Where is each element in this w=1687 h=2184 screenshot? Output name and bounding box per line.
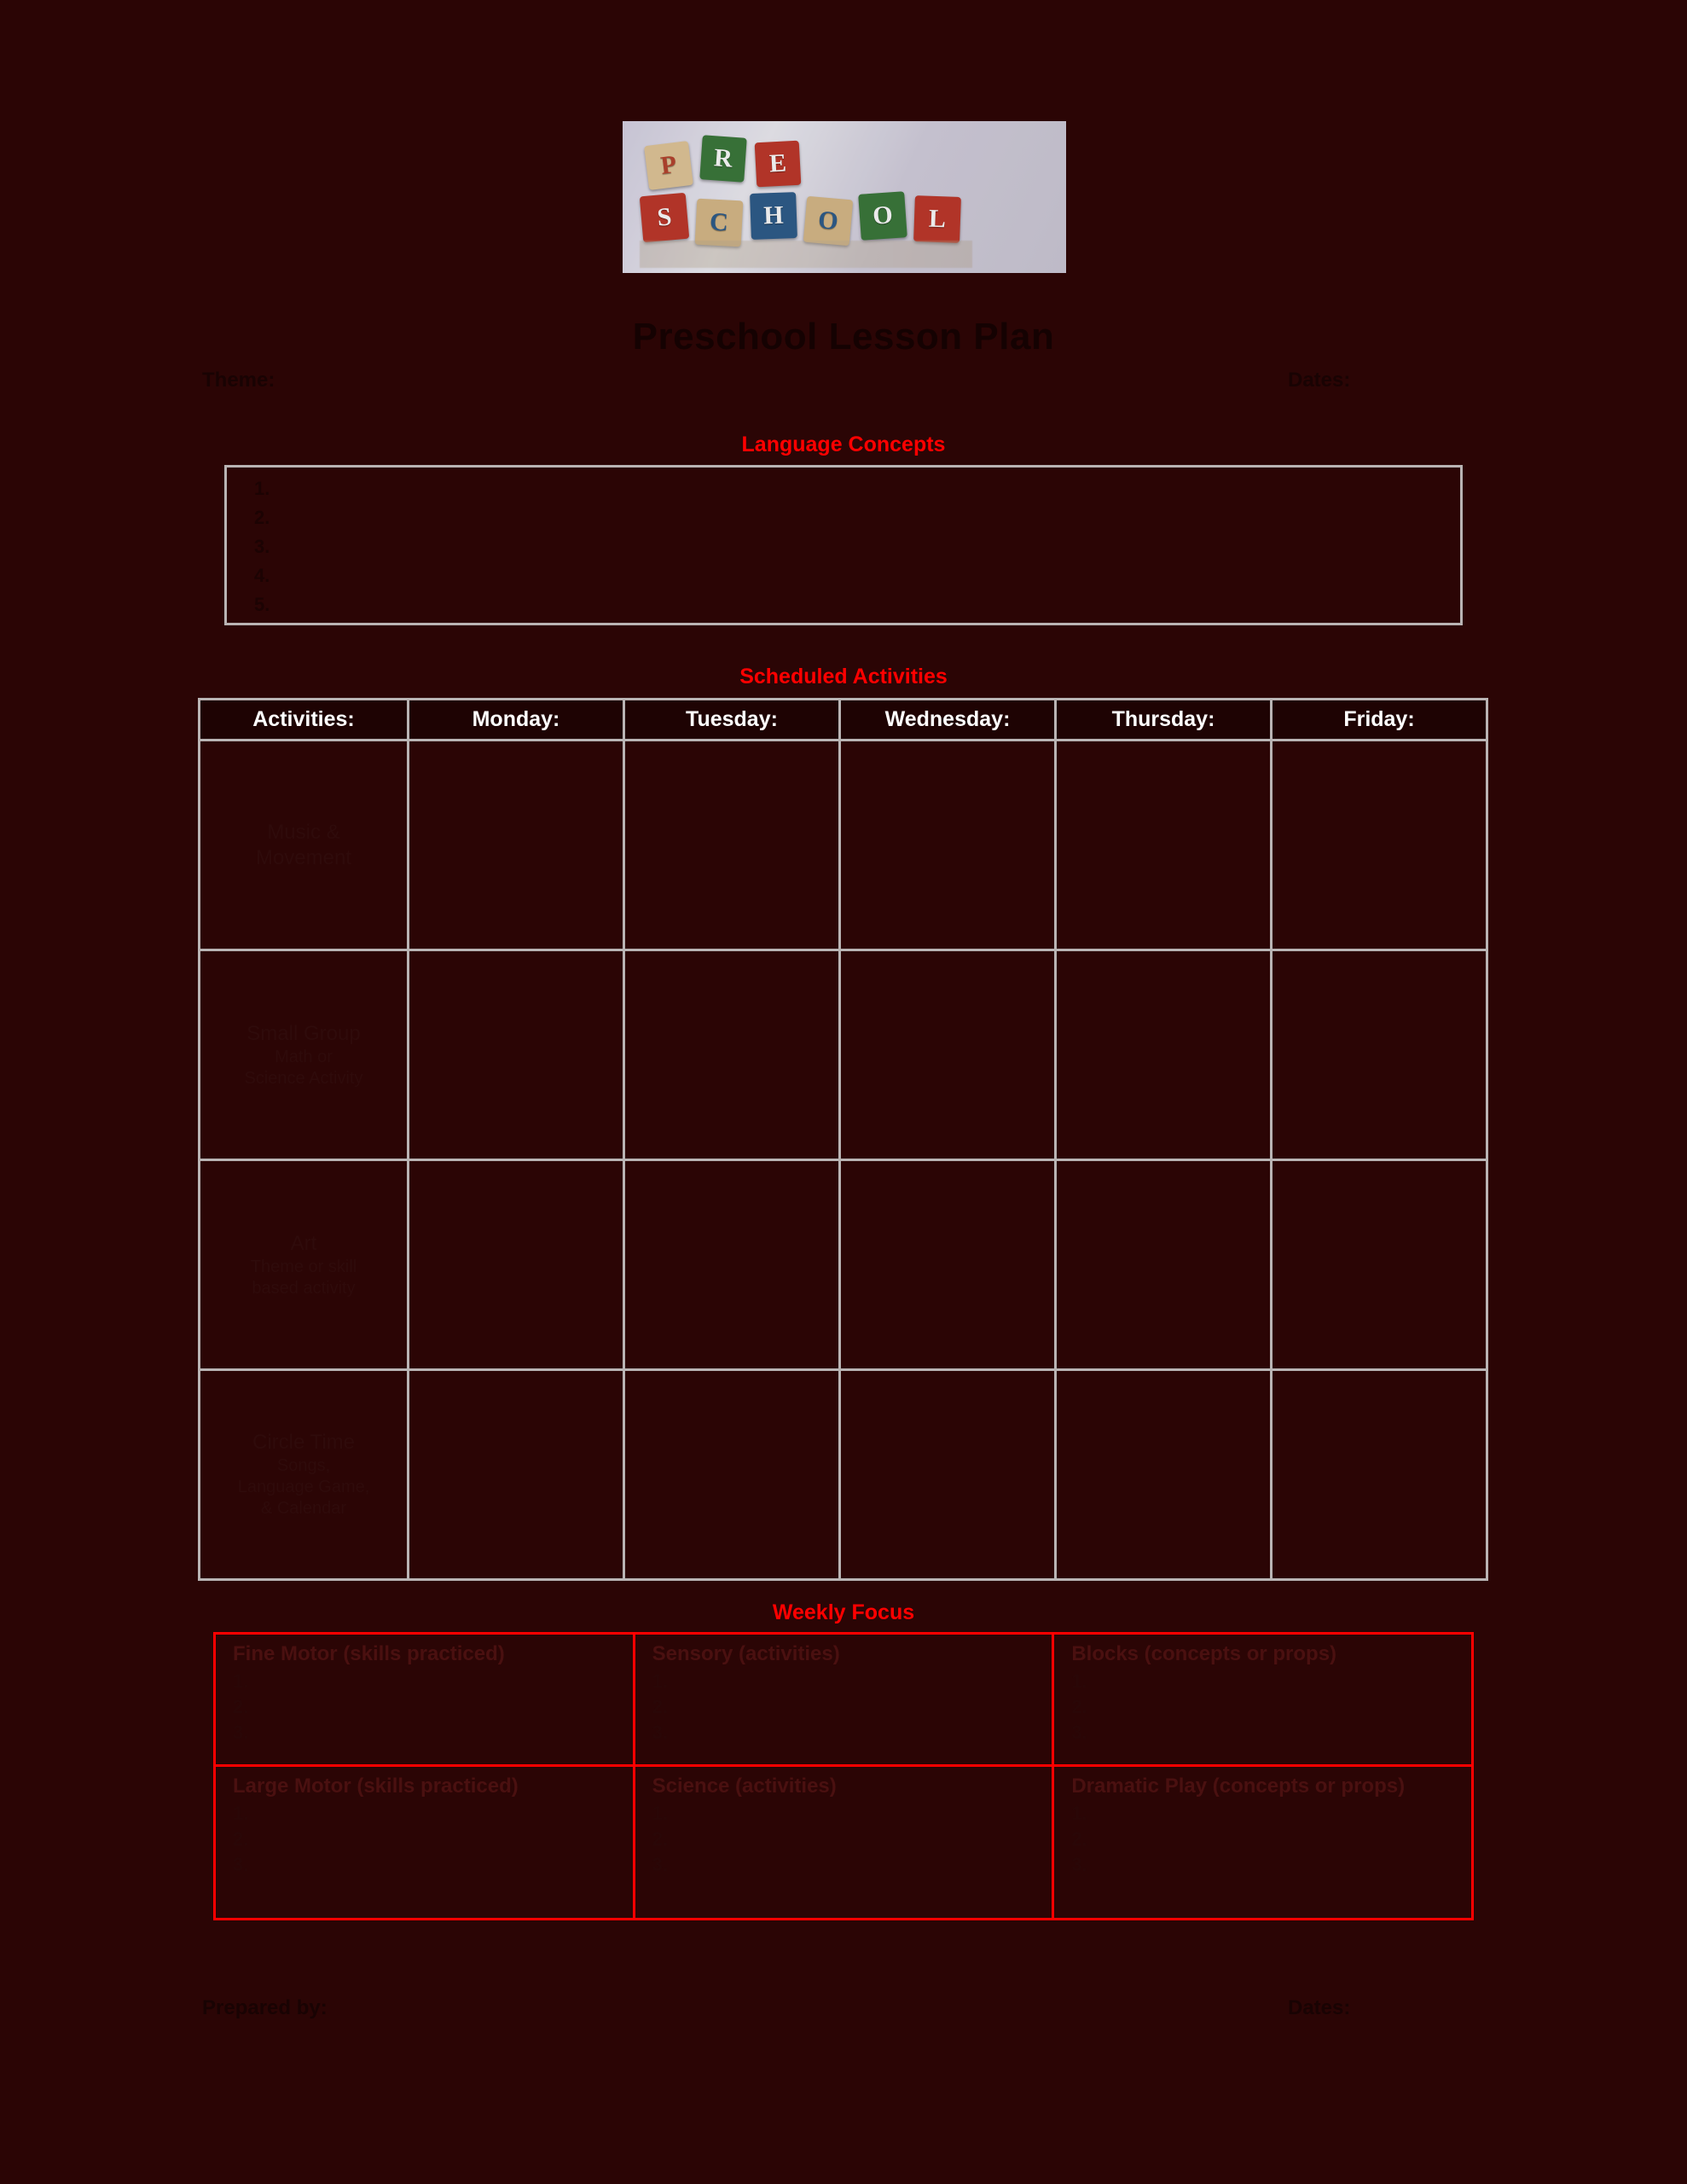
focus-item: 2. bbox=[233, 1828, 249, 1850]
prepared-by-label: Prepared by: bbox=[202, 1996, 328, 2019]
row-label-circle-time bbox=[200, 1370, 409, 1580]
language-concept-item: 1. bbox=[254, 478, 270, 499]
focus-cell-blocks[interactable] bbox=[1053, 1634, 1473, 1766]
cell-smallgroup-wednesday[interactable] bbox=[840, 950, 1056, 1160]
cell-smallgroup-monday[interactable] bbox=[409, 950, 624, 1160]
cell-art-thursday[interactable] bbox=[1056, 1160, 1272, 1370]
cell-circletime-friday[interactable] bbox=[1272, 1370, 1487, 1580]
scheduled-activities-heading: Scheduled Activities bbox=[739, 665, 948, 688]
preschool-blocks-image bbox=[623, 121, 1066, 273]
focus-item: 3. bbox=[233, 1854, 249, 1876]
cell-circletime-wednesday[interactable] bbox=[840, 1370, 1056, 1580]
focus-item: 2. bbox=[233, 1696, 249, 1718]
focus-item: 2. bbox=[1071, 1696, 1087, 1718]
weekly-focus-heading: Weekly Focus bbox=[772, 1600, 915, 1624]
focus-item: 1. bbox=[1071, 1803, 1087, 1825]
focus-item: 2. bbox=[652, 1696, 669, 1718]
language-concept-item: 3. bbox=[254, 536, 270, 557]
focus-item: 3. bbox=[1071, 1722, 1087, 1744]
row-subtitle-line2: Language Game, bbox=[237, 1478, 370, 1496]
weekly-focus-table bbox=[213, 1632, 1474, 1920]
language-concept-item: 4. bbox=[254, 565, 270, 586]
row-subtitle-line3: & Calendar bbox=[260, 1499, 347, 1518]
row-subtitle: Songs, bbox=[276, 1456, 331, 1475]
cell-art-wednesday[interactable] bbox=[840, 1160, 1056, 1370]
table-row bbox=[200, 1370, 1487, 1580]
table-header-row bbox=[200, 700, 1487, 741]
column-header-friday: Friday: bbox=[1272, 700, 1487, 741]
row-label-art bbox=[200, 1160, 409, 1370]
language-concepts-heading: Language Concepts bbox=[741, 433, 946, 456]
dates-label-top: Dates: bbox=[1288, 369, 1351, 392]
column-header-activities: Activities: bbox=[200, 700, 409, 741]
row-subtitle: Math or bbox=[275, 1047, 333, 1066]
focus-cell-science[interactable] bbox=[634, 1766, 1053, 1920]
cell-art-monday[interactable] bbox=[409, 1160, 624, 1370]
cell-circletime-tuesday[interactable] bbox=[624, 1370, 840, 1580]
row-title-line2: Movement bbox=[255, 845, 352, 869]
focus-item: 1. bbox=[652, 1670, 669, 1693]
language-concepts-box[interactable] bbox=[224, 465, 1463, 625]
focus-cell-fine-motor[interactable] bbox=[215, 1634, 635, 1766]
dates-label-bottom: Dates: bbox=[1288, 1996, 1351, 2019]
cell-art-friday[interactable] bbox=[1272, 1160, 1487, 1370]
focus-item: 3. bbox=[652, 1854, 669, 1876]
row-subtitle: Theme or skill bbox=[250, 1257, 357, 1276]
focus-item: 3. bbox=[1071, 1854, 1087, 1876]
table-row bbox=[200, 1160, 1487, 1370]
column-header-thursday: Thursday: bbox=[1056, 700, 1272, 741]
blocks-photo: P R E S C H O O L bbox=[623, 121, 1066, 273]
language-concept-item: 2. bbox=[254, 507, 270, 528]
row-label-small-group bbox=[200, 950, 409, 1160]
focus-item: 1. bbox=[233, 1670, 249, 1693]
focus-item: 2. bbox=[1071, 1828, 1087, 1850]
cell-music-wednesday[interactable] bbox=[840, 741, 1056, 950]
cell-music-monday[interactable] bbox=[409, 741, 624, 950]
row-title: Art bbox=[290, 1231, 317, 1255]
focus-cell-title: Dramatic Play (concepts or props) bbox=[1071, 1774, 1406, 1798]
page-title: Preschool Lesson Plan bbox=[632, 316, 1055, 357]
cell-smallgroup-tuesday[interactable] bbox=[624, 950, 840, 1160]
column-header-monday: Monday: bbox=[409, 700, 624, 741]
focus-item: 1. bbox=[1071, 1670, 1087, 1693]
cell-circletime-monday[interactable] bbox=[409, 1370, 624, 1580]
focus-cell-title: Large Motor (skills practiced) bbox=[233, 1774, 519, 1798]
focus-cell-title: Science (activities) bbox=[652, 1774, 837, 1798]
cell-smallgroup-thursday[interactable] bbox=[1056, 950, 1272, 1160]
row-subtitle-line2: based activity bbox=[252, 1278, 356, 1298]
focus-item: 3. bbox=[652, 1722, 669, 1744]
cell-music-thursday[interactable] bbox=[1056, 741, 1272, 950]
row-title: Small Group bbox=[246, 1021, 361, 1045]
row-title: Circle Time bbox=[252, 1431, 355, 1454]
focus-cell-title: Fine Motor (skills practiced) bbox=[233, 1642, 505, 1665]
focus-cell-title: Sensory (activities) bbox=[652, 1642, 840, 1665]
focus-item: 2. bbox=[652, 1828, 669, 1850]
focus-item: 3. bbox=[233, 1722, 249, 1744]
row-label-music-movement bbox=[200, 741, 409, 950]
table-row bbox=[200, 950, 1487, 1160]
column-header-wednesday: Wednesday: bbox=[840, 700, 1056, 741]
table-row bbox=[215, 1766, 1473, 1920]
table-row bbox=[200, 741, 1487, 950]
focus-cell-title: Blocks (concepts or props) bbox=[1071, 1642, 1337, 1665]
theme-label: Theme: bbox=[202, 369, 275, 392]
focus-cell-dramatic-play[interactable] bbox=[1053, 1766, 1473, 1920]
language-concept-item: 5. bbox=[254, 594, 270, 615]
row-subtitle-line2: Science Activity bbox=[244, 1068, 363, 1088]
cell-music-tuesday[interactable] bbox=[624, 741, 840, 950]
cell-art-tuesday[interactable] bbox=[624, 1160, 840, 1370]
cell-circletime-thursday[interactable] bbox=[1056, 1370, 1272, 1580]
table-row bbox=[215, 1634, 1473, 1766]
cell-smallgroup-friday[interactable] bbox=[1272, 950, 1487, 1160]
row-title: Music & bbox=[267, 820, 340, 844]
column-header-tuesday: Tuesday: bbox=[624, 700, 840, 741]
focus-item: 1. bbox=[233, 1803, 249, 1825]
cell-music-friday[interactable] bbox=[1272, 741, 1487, 950]
focus-cell-sensory[interactable] bbox=[634, 1634, 1053, 1766]
focus-item: 1. bbox=[652, 1803, 669, 1825]
focus-cell-large-motor[interactable] bbox=[215, 1766, 635, 1920]
scheduled-activities-table bbox=[198, 698, 1488, 1581]
